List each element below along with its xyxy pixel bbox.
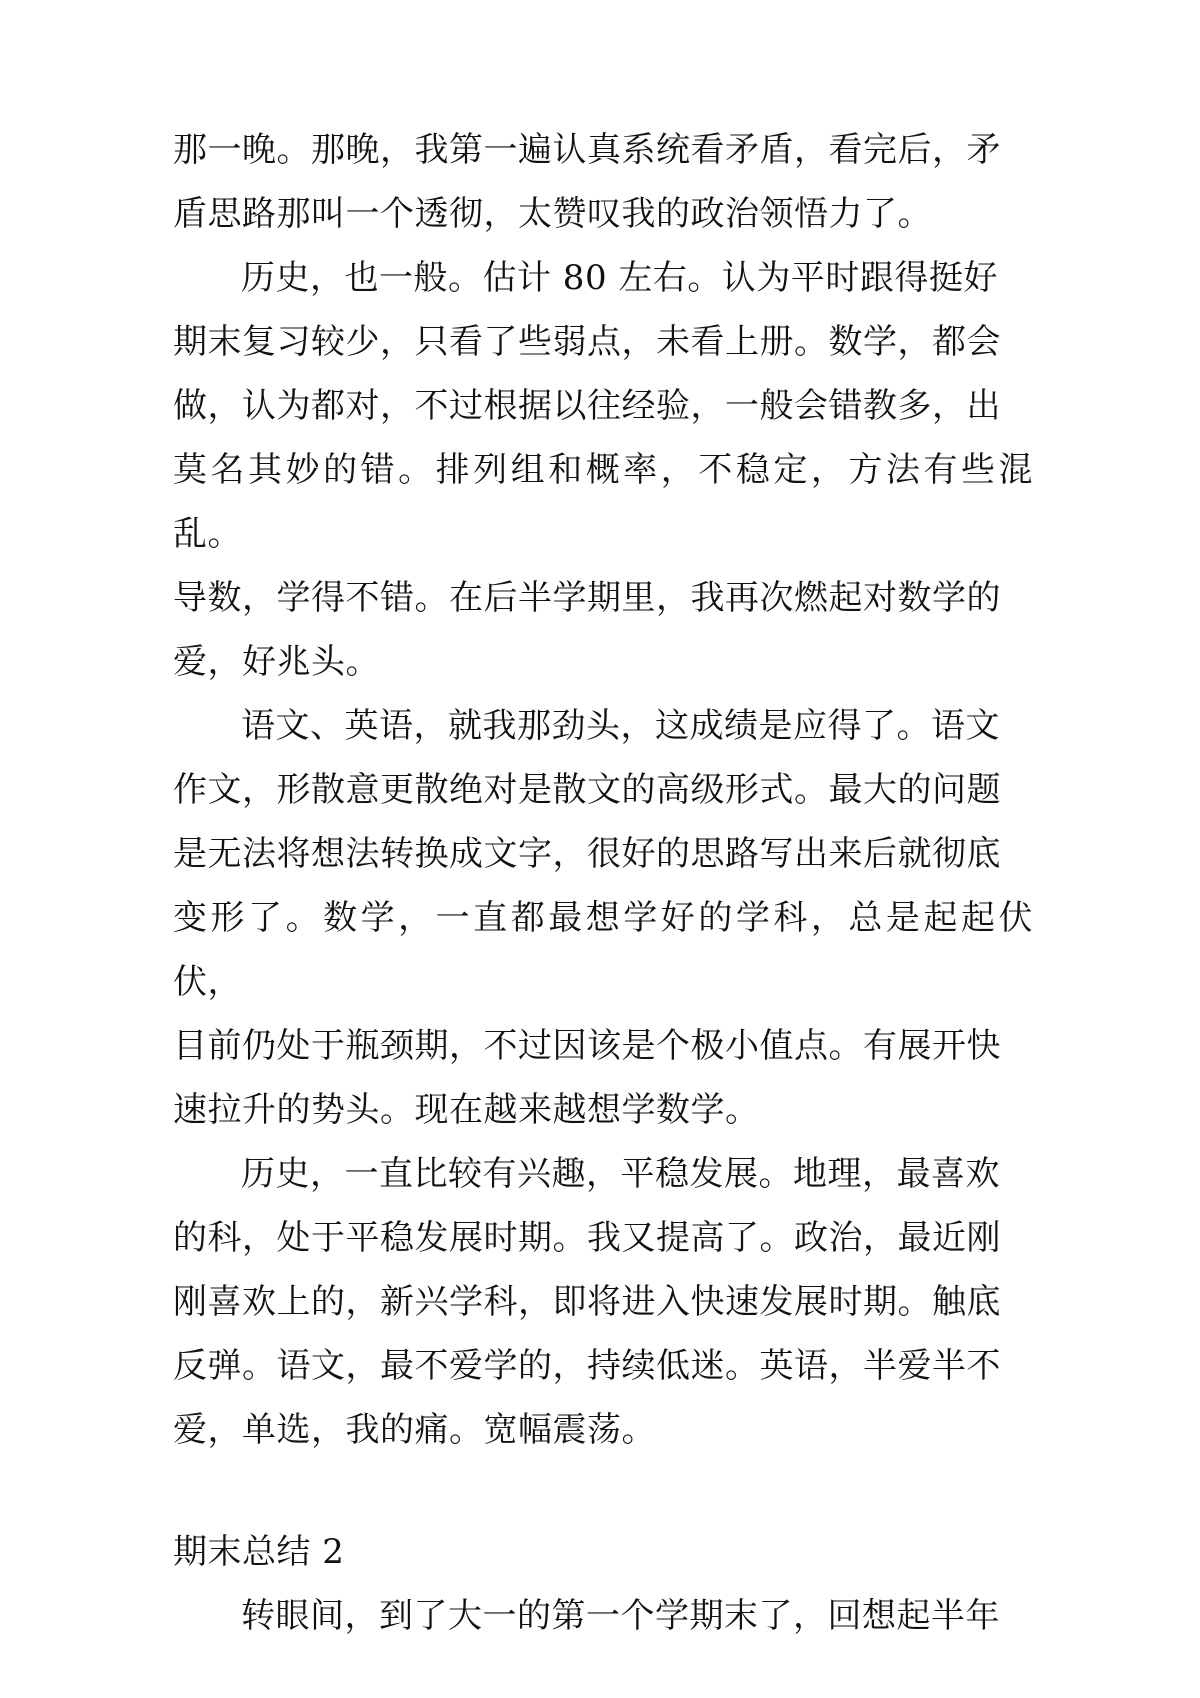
- text-line: 期末复习较少，只看了些弱点，未看上册。数学，都会: [173, 322, 1001, 362]
- text-line: 转眼间，到了大一的第一个学期末了，回想起半年: [241, 1596, 1000, 1636]
- text-line: 做，认为都对，不过根据以往经验，一般会错教多，出: [173, 386, 1001, 426]
- text-line: 目前仍处于瓶颈期，不过因该是个极小值点。有展开快: [173, 1026, 1001, 1066]
- text-line: 是无法将想法转换成文字，很好的思路写出来后就彻底: [173, 834, 1001, 874]
- text-line: 速拉升的势头。现在越来越想学数学。: [173, 1090, 760, 1130]
- paragraph-2: [173, 246, 1033, 694]
- text-line: 反弹。语文，最不爱学的，持续低迷。英语，半爱半不: [173, 1346, 1001, 1386]
- text-line: 莫名其妙的错。排列组和概率，不稳定，方法有些混乱。: [173, 450, 1033, 554]
- text-line: 那一晚。那晚，我第一遍认真系统看矛盾，看完后，矛: [173, 130, 1001, 170]
- paragraph-4: [173, 1142, 1033, 1462]
- text-line: 变形了。数学，一直都最想学好的学科，总是起起伏伏，: [173, 898, 1033, 1002]
- text-line: 刚喜欢上的，新兴学科，即将进入快速发展时期。触底: [173, 1282, 1001, 1322]
- paragraph-1: [173, 118, 1033, 246]
- text-line: 历史，也一般。估计 80 左右。认为平时跟得挺好: [241, 258, 998, 298]
- text-line: 历史，一直比较有兴趣，平稳发展。地理，最喜欢: [241, 1154, 1000, 1194]
- text-line: 语文、英语，就我那劲头，这成绩是应得了。语文: [241, 706, 1000, 746]
- section-title: 期末总结 2: [173, 1532, 345, 1572]
- text-line: 作文，形散意更散绝对是散文的高级形式。最大的问题: [173, 770, 1001, 810]
- section-paragraph: [173, 1584, 1033, 1648]
- document-body: [173, 118, 1033, 1648]
- text-line: 的科，处于平稳发展时期。我又提高了。政治，最近刚: [173, 1218, 1001, 1258]
- text-line: 盾思路那叫一个透彻，太赞叹我的政治领悟力了。: [173, 194, 932, 234]
- text-line: 爱，好兆头。: [173, 642, 380, 682]
- text-line: 爱，单选，我的痛。宽幅震荡。: [173, 1410, 656, 1450]
- paragraph-3: [173, 694, 1033, 1142]
- text-line: 导数，学得不错。在后半学期里，我再次燃起对数学的: [173, 578, 1001, 618]
